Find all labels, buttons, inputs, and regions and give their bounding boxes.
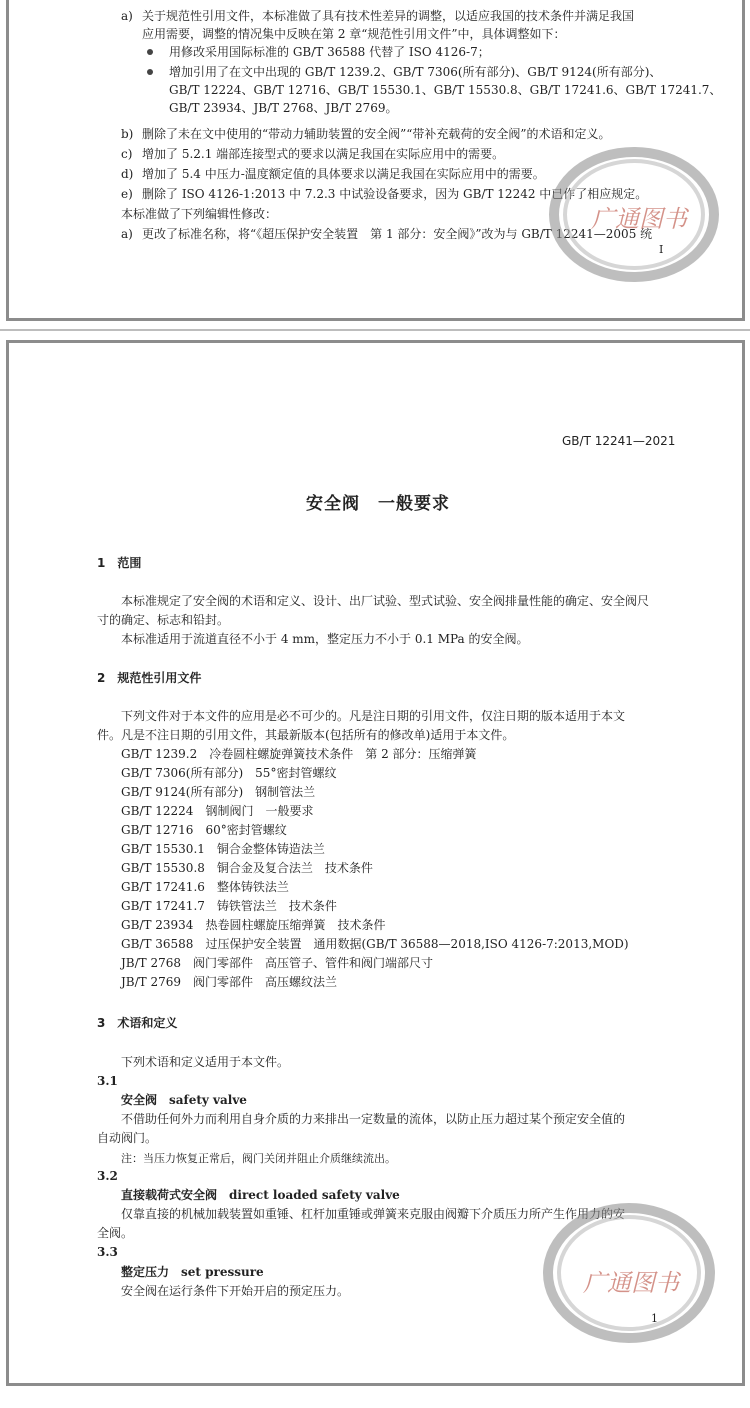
- publisher-seal-watermark: [549, 147, 719, 282]
- term-number: 3.2: [97, 1169, 118, 1183]
- term-number: 3.1: [97, 1074, 118, 1088]
- reference-entry: GB/T 36588 过压保护安全装置 通用数据(GB/T 36588—2018,ISO 4126-7:2013,MOD): [121, 937, 629, 951]
- term-note: 注：当压力恢复正常后，阀门关闭并阻止介质继续流出。: [121, 1152, 396, 1165]
- list-item-text: 应用需要，调整的情况集中反映在第 2 章“规范性引用文件”中，具体调整如下：: [142, 27, 566, 41]
- reference-entry: GB/T 12716 60°密封管螺纹: [121, 823, 287, 837]
- reference-entry: GB/T 15530.8 铜合金及复合法兰 技术条件: [121, 861, 373, 875]
- section-heading: 2 规范性引用文件: [97, 671, 202, 685]
- reference-entry: GB/T 12224 钢制阀门 一般要求: [121, 804, 314, 818]
- term-number: 3.3: [97, 1245, 118, 1259]
- term-definition: 不借助任何外力而利用自身介质的力来排出一定数量的流体，以防止压力超过某个预定安全值的: [121, 1112, 626, 1126]
- document-number: GB/T 12241—2021: [562, 434, 676, 448]
- term-definition: 全阀。: [97, 1226, 134, 1240]
- list-item-text: 增加了 5.2.1 端部连接型式的要求以满足我国在实际应用中的需要。: [142, 147, 505, 161]
- list-item-text: 关于规范性引用文件，本标准做了具有技术性差异的调整，以适应我国的技术条件并满足我国: [142, 9, 635, 23]
- term-title: 直接载荷式安全阀 direct loaded safety valve: [121, 1188, 400, 1202]
- term-definition: 安全阀在运行条件下开始开启的预定压力。: [121, 1284, 350, 1298]
- list-item-text: 增加了 5.4 中压力-温度额定值的具体要求以满足我国在实际应用中的需要。: [142, 167, 545, 181]
- list-item-text: 删除了未在文中使用的“带动力辅助装置的安全阀”“带补充载荷的安全阀”的术语和定义。: [142, 127, 611, 141]
- list-item-text: 更改了标准名称，将“《超压保护安全装置 第 1 部分：安全阀》”改为与 GB/T 12241—2005 统: [142, 227, 653, 241]
- term-definition: 仅靠直接的机械加载装置如重锤、杠杆加重锤或弹簧来克服由阀瓣下介质压力所产生作用力的安: [121, 1207, 626, 1221]
- section-heading: 1 范围: [97, 556, 142, 570]
- seal-text: 广通图书: [583, 1269, 679, 1297]
- paragraph: 寸的确定、标志和铅封。: [97, 613, 230, 627]
- term-title: 安全阀 safety valve: [121, 1093, 247, 1107]
- document-page-foreword: [6, 0, 745, 321]
- reference-entry: JB/T 2768 阀门零部件 高压管子、管件和阀门端部尺寸: [121, 956, 434, 970]
- paragraph: 下列术语和定义适用于本文件。: [121, 1055, 290, 1069]
- list-label: b): [121, 127, 134, 141]
- term-definition: 自动阀门。: [97, 1131, 158, 1145]
- page-title: 安全阀 一般要求: [306, 494, 450, 514]
- list-item-text: 删除了 ISO 4126-1:2013 中 7.2.3 中试验设备要求，因为 GB/T 12242 中已作了相应规定。: [142, 187, 648, 201]
- paragraph: 本标准规定了安全阀的术语和定义、设计、出厂试验、型式试验、安全阀排量性能的确定、安全阀尺: [121, 594, 650, 608]
- list-item-text: 用修改采用国际标准的 GB/T 36588 代替了 ISO 4126-7；: [169, 45, 490, 59]
- section-heading: 3 术语和定义: [97, 1016, 178, 1030]
- reference-entry: GB/T 9124(所有部分) 钢制管法兰: [121, 785, 316, 799]
- reference-entry: GB/T 7306(所有部分) 55°密封管螺纹: [121, 766, 337, 780]
- list-label: d): [121, 167, 134, 181]
- bullet-icon: [147, 69, 153, 75]
- reference-entry: GB/T 17241.6 整体铸铁法兰: [121, 880, 289, 894]
- reference-entry: JB/T 2769 阀门零部件 高压螺纹法兰: [121, 975, 338, 989]
- list-item-text: GB/T 23934、JB/T 2768、JB/T 2769。: [169, 101, 398, 115]
- bullet-icon: [147, 49, 153, 55]
- paragraph: 本标准做了下列编辑性修改：: [121, 207, 278, 221]
- list-item-text: 增加引用了在文中出现的 GB/T 1239.2、GB/T 7306(所有部分)、GB/T 9124(所有部分)、: [169, 65, 662, 79]
- paragraph: 件。凡是不注日期的引用文件，其最新版本(包括所有的修改单)适用于本文件。: [97, 728, 515, 742]
- reference-entry: GB/T 15530.1 铜合金整体铸造法兰: [121, 842, 325, 856]
- page-number: 1: [651, 1312, 658, 1325]
- paragraph: 本标准适用于流道直径不小于 4 mm，整定压力不小于 0.1 MPa 的安全阀。: [121, 632, 529, 646]
- list-item-text: GB/T 12224、GB/T 12716、GB/T 15530.1、GB/T 15530.8、GB/T 17241.6、GB/T 17241.7、: [169, 83, 722, 97]
- list-label: c): [121, 147, 133, 161]
- reference-entry: GB/T 23934 热卷圆柱螺旋压缩弹簧 技术条件: [121, 918, 386, 932]
- seal-text: 广通图书: [591, 205, 687, 233]
- term-title: 整定压力 set pressure: [121, 1265, 264, 1279]
- page-separator: [0, 329, 750, 331]
- list-label: e): [121, 187, 133, 201]
- paragraph: 下列文件对于本文件的应用是必不可少的。凡是注日期的引用文件，仅注日期的版本适用于本文: [121, 709, 626, 723]
- document-page-1: [6, 340, 745, 1386]
- reference-entry: GB/T 17241.7 铸铁管法兰 技术条件: [121, 899, 337, 913]
- list-label: a): [121, 227, 133, 241]
- reference-entry: GB/T 1239.2 冷卷圆柱螺旋弹簧技术条件 第 2 部分：压缩弹簧: [121, 747, 477, 761]
- page-number: I: [659, 243, 664, 256]
- publisher-seal-watermark: [543, 1203, 715, 1343]
- list-label: a): [121, 9, 133, 23]
